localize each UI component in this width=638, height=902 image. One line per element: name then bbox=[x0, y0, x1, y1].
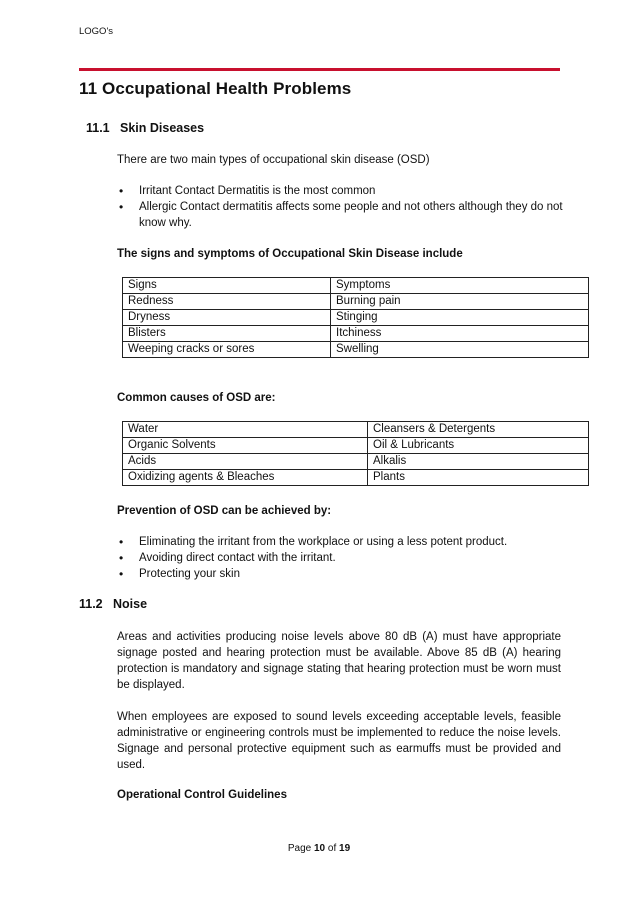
list-item: • Irritant Contact Dermatitis is the most common bbox=[117, 183, 563, 199]
table-row bbox=[123, 278, 589, 294]
table-row bbox=[123, 470, 589, 486]
logo-placeholder: LOGO's bbox=[79, 26, 114, 37]
table-row bbox=[123, 454, 589, 470]
table-cell: Burning pain bbox=[331, 294, 589, 310]
section-heading bbox=[79, 79, 351, 99]
noise-paragraph-2: When employees are exposed to sound levels exceeding acceptable levels, feasible administrative or engineering controls must be implemented to reduce the noise levels. Signage and personal protective equipment such as earmuffs must be provided and used. bbox=[117, 711, 561, 771]
table-cell: Acids bbox=[123, 454, 368, 470]
subsection-title: Noise bbox=[113, 597, 148, 611]
subsection-heading-noise bbox=[79, 597, 147, 611]
page-total: 19 bbox=[339, 843, 351, 854]
table-row bbox=[123, 294, 589, 310]
table-cell: Cleansers & Detergents bbox=[368, 422, 589, 438]
table-row bbox=[123, 326, 589, 342]
table-cell: Water bbox=[123, 422, 368, 438]
table-cell: Plants bbox=[368, 470, 589, 486]
list-item: • Allergic Contact dermatitis affects some people and not others although they do not know why. bbox=[117, 199, 563, 231]
table-cell: Dryness bbox=[123, 310, 331, 326]
signs-heading: The signs and symptoms of Occupational Skin Disease include bbox=[117, 248, 463, 260]
page-current: 10 bbox=[313, 843, 326, 854]
subsection-title: Skin Diseases bbox=[120, 121, 205, 135]
osd-types-list bbox=[117, 183, 563, 231]
page-footer bbox=[0, 843, 638, 854]
page-label: Page bbox=[287, 843, 312, 854]
noise-paragraph-1: Areas and activities producing noise levels above 80 dB (A) must have appropriate signage posted and hearing protection must be available. Above 85 dB (A) hearing protection is mandatory and signage stating that hearing protection must be worn must be displayed. bbox=[117, 631, 561, 691]
subsection-heading-skin bbox=[86, 121, 204, 135]
table-row bbox=[123, 310, 589, 326]
header-rule bbox=[79, 68, 560, 71]
signs-symptoms-table bbox=[122, 277, 589, 358]
table-cell: Organic Solvents bbox=[123, 438, 368, 454]
list-item: • Protecting your skin bbox=[117, 566, 563, 582]
table-cell: Symptoms bbox=[331, 278, 589, 294]
skin-intro: There are two main types of occupational skin disease (OSD) bbox=[117, 154, 430, 166]
page-of-label: of bbox=[327, 843, 337, 854]
section-title: Occupational Health Problems bbox=[102, 79, 352, 98]
prevention-list bbox=[117, 534, 563, 582]
osd-causes-table bbox=[122, 421, 589, 486]
table-cell: Swelling bbox=[331, 342, 589, 358]
section-number: 11 bbox=[79, 79, 98, 98]
table-cell: Oil & Lubricants bbox=[368, 438, 589, 454]
table-cell: Stinging bbox=[331, 310, 589, 326]
table-cell: Redness bbox=[123, 294, 331, 310]
table-cell: Weeping cracks or sores bbox=[123, 342, 331, 358]
table-cell: Blisters bbox=[123, 326, 331, 342]
guidelines-heading: Operational Control Guidelines bbox=[117, 789, 287, 801]
table-cell: Signs bbox=[123, 278, 331, 294]
causes-heading: Common causes of OSD are: bbox=[117, 392, 276, 404]
list-item: • Avoiding direct contact with the irritant. bbox=[117, 550, 563, 566]
table-row bbox=[123, 342, 589, 358]
table-cell: Oxidizing agents & Bleaches bbox=[123, 470, 368, 486]
prevention-heading: Prevention of OSD can be achieved by: bbox=[117, 505, 332, 517]
table-row bbox=[123, 422, 589, 438]
table-cell: Itchiness bbox=[331, 326, 589, 342]
subsection-number: 11.2 bbox=[79, 597, 103, 611]
table-row bbox=[123, 438, 589, 454]
table-cell: Alkalis bbox=[368, 454, 589, 470]
subsection-number: 11.1 bbox=[86, 121, 110, 135]
list-item: • Eliminating the irritant from the workplace or using a less potent product. bbox=[117, 534, 563, 550]
